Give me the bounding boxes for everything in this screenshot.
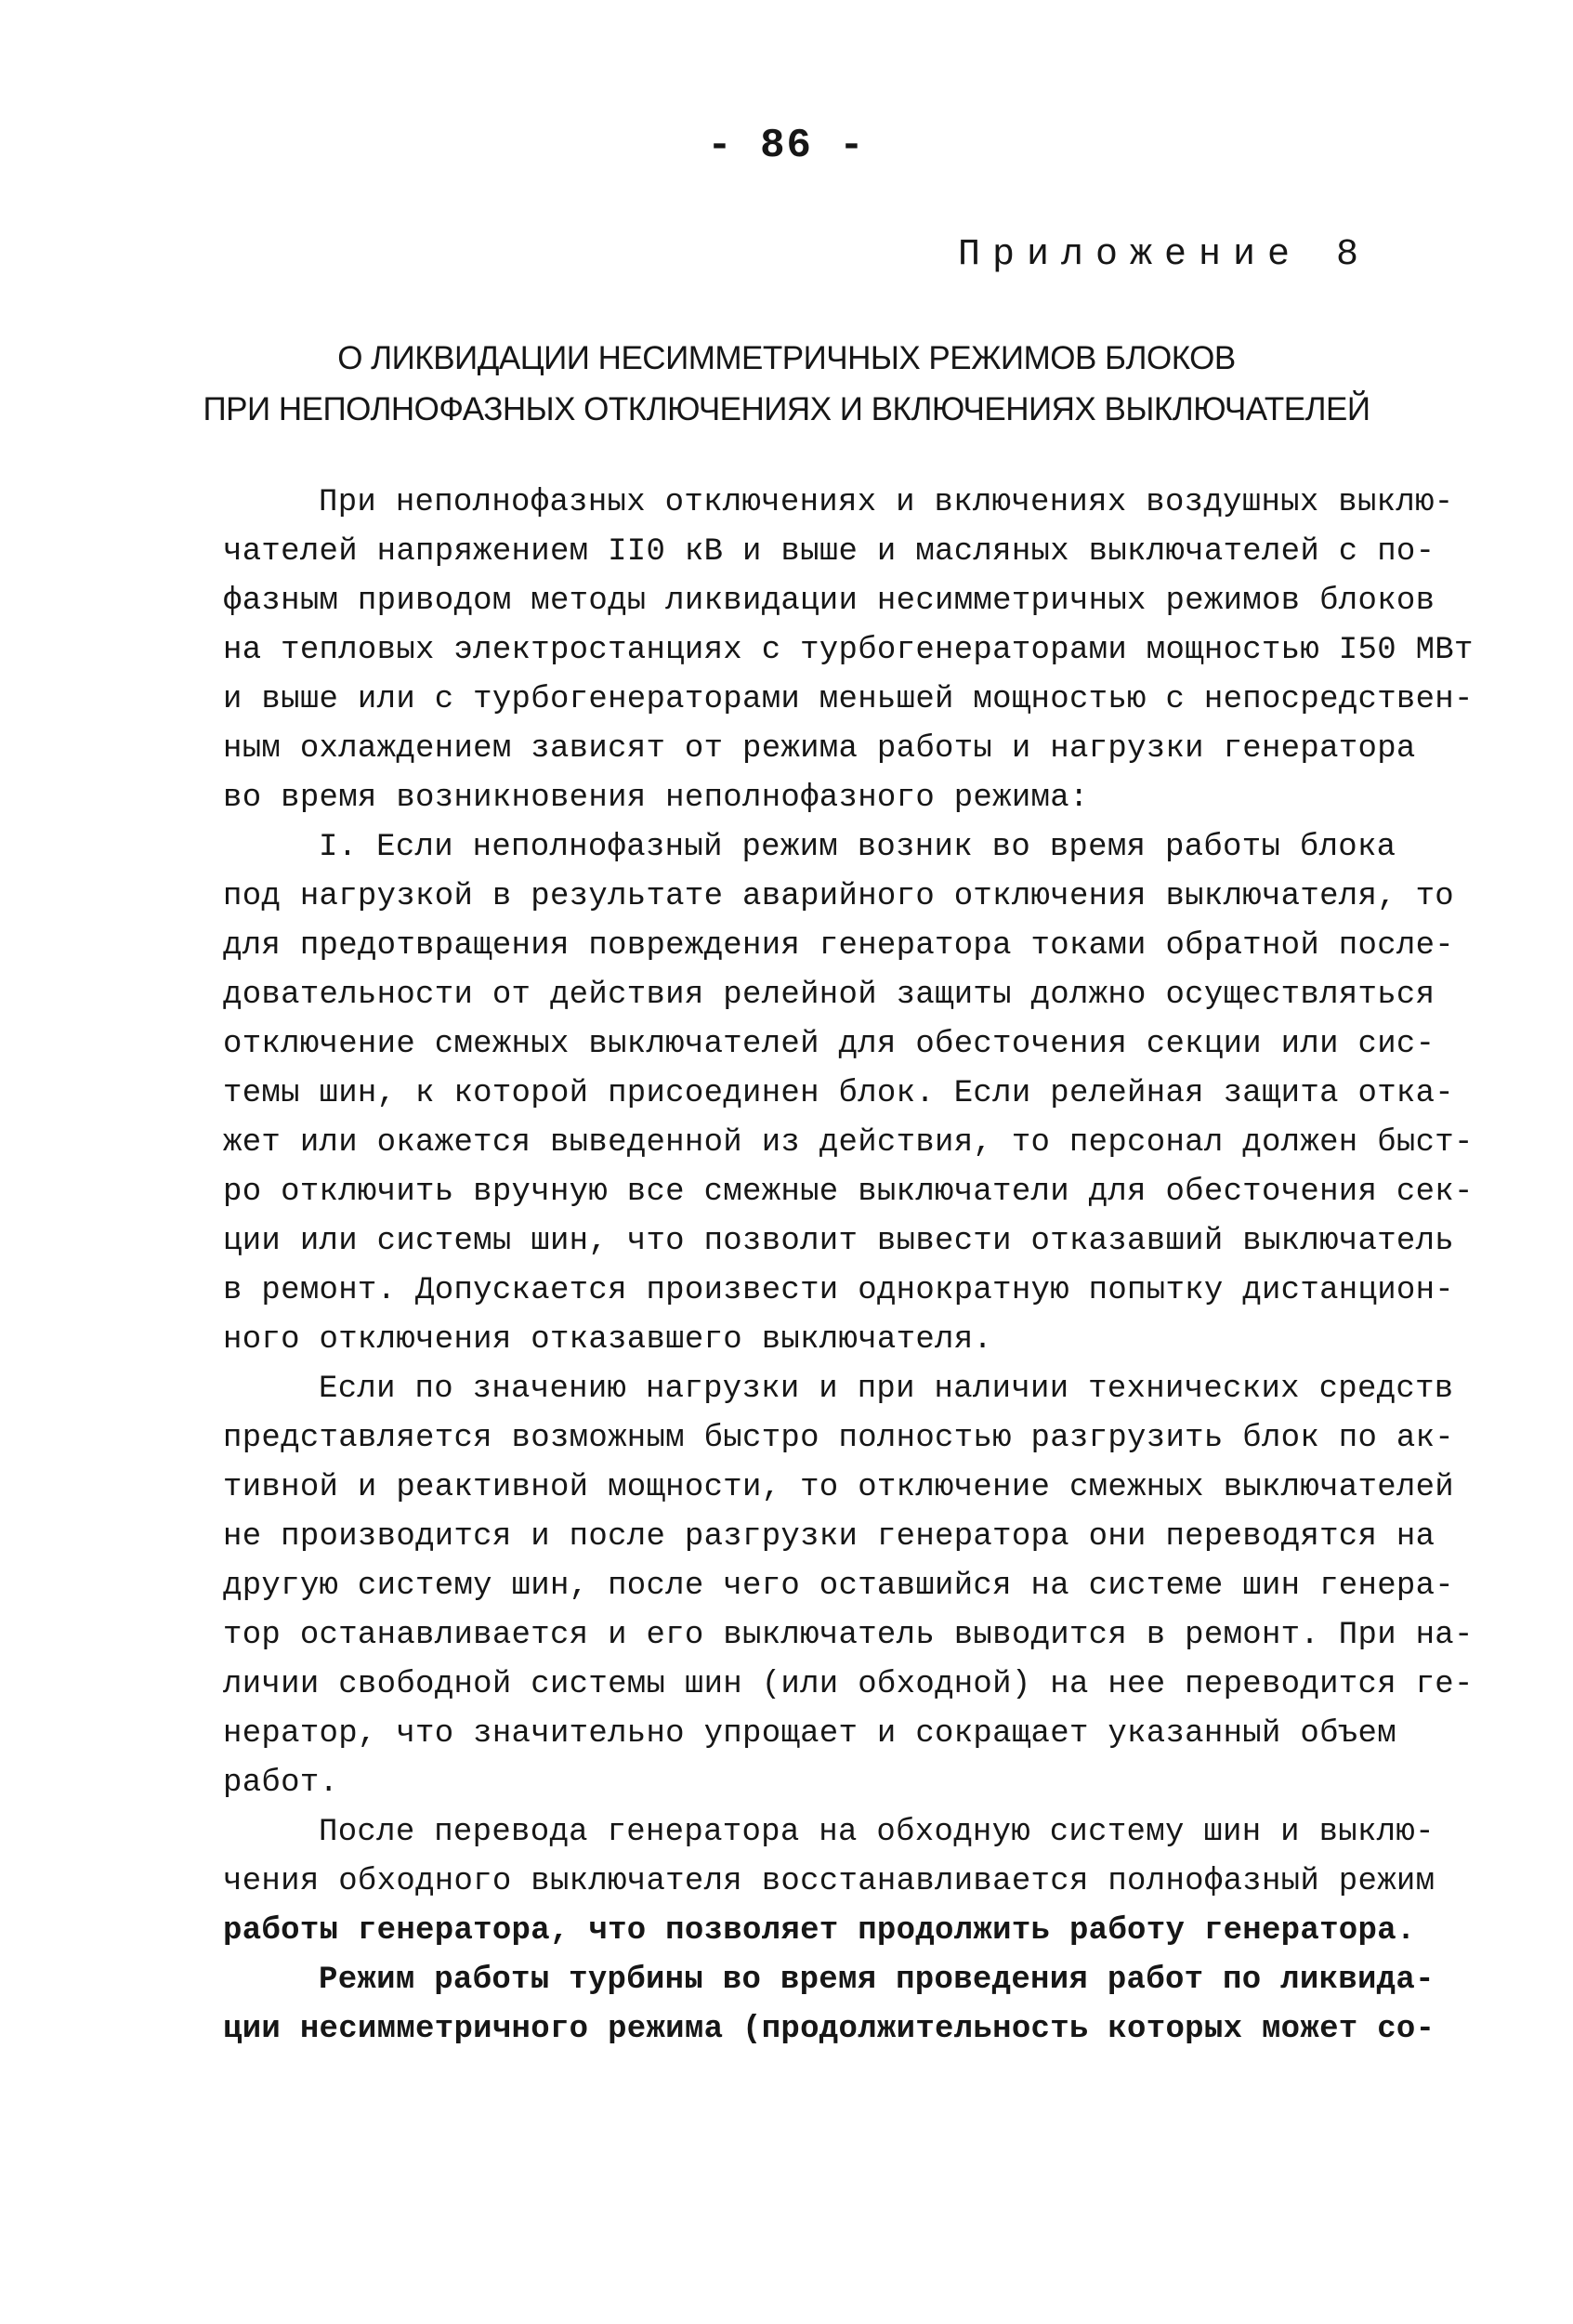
- text-line: чения обходного выключателя восстанавливается полнофазный режим: [223, 1864, 1435, 1899]
- text-line: во время возникновения неполнофазного режима:: [223, 781, 1089, 816]
- text-line: работ.: [223, 1766, 339, 1801]
- text-line: ции несимметричного режима (продолжительность которых может со-: [223, 2012, 1435, 2047]
- text-line: ро отключить вручную все смежные выключатели для обесточения сек-: [223, 1175, 1474, 1210]
- text-line: ции или системы шин, что позволит вывести отказавший выключатель: [223, 1224, 1455, 1259]
- text-line: под нагрузкой в результате аварийного отключения выключателя, то: [223, 879, 1455, 914]
- appendix-label: Приложение 8: [957, 234, 1370, 276]
- body-text: [223, 479, 1514, 2055]
- text-line: чателей напряжением II0 кВ и выше и масляных выключателей с по-: [223, 534, 1435, 570]
- title-line: О ЛИКВИДАЦИИ НЕСИММЕТРИЧНЫХ РЕЖИМОВ БЛОКОВ: [337, 340, 1236, 376]
- title-line: ПРИ НЕПОЛНОФАЗНЫХ ОТКЛЮЧЕНИЯХ И ВКЛЮЧЕНИЯХ ВЫКЛЮЧАТЕЛЕЙ: [203, 391, 1370, 427]
- text-line: другую систему шин, после чего оставшийся на системе шин генера-: [223, 1569, 1455, 1604]
- text-line: При неполнофазных отключениях и включениях воздушных выклю-: [319, 485, 1454, 520]
- text-line: ным охлаждением зависят от режима работы и нагрузки генератора: [223, 731, 1416, 767]
- text-line: представляется возможным быстро полностью разгрузить блок по ак-: [223, 1421, 1455, 1456]
- text-line: на тепловых электростанциях с турбогенераторами мощностью I50 МВт: [223, 633, 1474, 668]
- text-line: Если по значению нагрузки и при наличии технических средств: [319, 1372, 1454, 1407]
- text-line: не производится и после разгрузки генератора они переводятся на: [223, 1519, 1435, 1555]
- text-line: довательности от действия релейной защиты должно осуществляться: [223, 978, 1435, 1013]
- text-line: работы генератора, что позволяет продолжить работу генератора.: [223, 1913, 1416, 1949]
- text-line: После перевода генератора на обходную систему шин и выклю-: [319, 1815, 1435, 1850]
- text-line: для предотвращения повреждения генератора токами обратной после-: [223, 928, 1455, 964]
- text-line: Режим работы турбины во время проведения работ по ликвида-: [319, 1963, 1435, 1998]
- text-line: фазным приводом методы ликвидации несимметричных режимов блоков: [223, 584, 1435, 619]
- text-line: тор останавливается и его выключатель выводится в ремонт. При на-: [223, 1618, 1474, 1653]
- page-number: - 86 -: [707, 123, 866, 169]
- text-line: личии свободной системы шин (или обходной) на нее переводится ге-: [223, 1667, 1474, 1702]
- text-line: ного отключения отказавшего выключателя.: [223, 1322, 993, 1358]
- text-line: жет или окажется выведенной из действия, то персонал должен быст-: [223, 1125, 1474, 1161]
- text-line: в ремонт. Допускается произвести однократную попытку дистанцион-: [223, 1273, 1455, 1308]
- text-line: тивной и реактивной мощности, то отключение смежных выключателей: [223, 1470, 1455, 1505]
- document-title: [0, 333, 1573, 435]
- text-line: темы шин, к которой присоединен блок. Если релейная защита отка-: [223, 1076, 1455, 1111]
- text-line: и выше или с турбогенераторами меньшей мощностью с непосредствен-: [223, 682, 1474, 717]
- text-line: отключение смежных выключателей для обесточения секции или сис-: [223, 1027, 1435, 1062]
- text-line: I. Если неполнофазный режим возник во время работы блока: [319, 830, 1396, 865]
- text-line: нератор, что значительно упрощает и сокращает указанный объем: [223, 1716, 1396, 1752]
